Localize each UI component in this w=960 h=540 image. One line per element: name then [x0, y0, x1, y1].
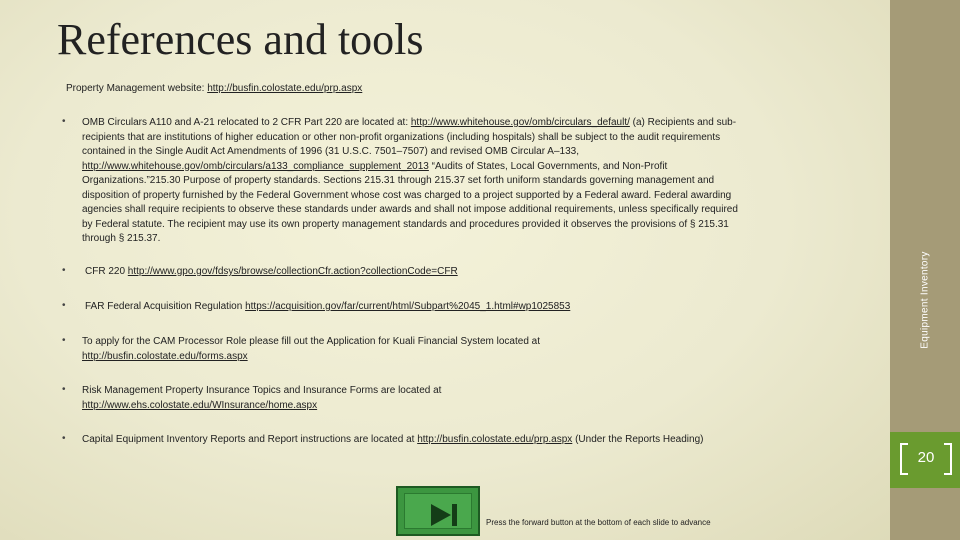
skip-forward-icon [429, 502, 459, 528]
list-item-risk-management [82, 384, 750, 413]
bullet: • [62, 433, 66, 444]
item-link[interactable]: http://www.whitehouse.gov/omb/circulars/a133_compliance_supplement_2013 [82, 160, 429, 172]
item-text: “Audits of States, Local Governments, and Non-Profit Organizations.”215.30 Purpose of property standards. Sections 215.31 through 215.37 set forth uniform standards governing management and disposition of property furnished by the Federal Government whose cost was charged to a project supported by a Federal award. Federal awarding agencies shall require recipients to observe these standards under awards and shall not impose additional requirements, unless specifically required by Federal statute. The recipient may use its own property management standards and procedures provided it observes the provisions of § 215.31 through § 215.37. [82, 160, 738, 244]
list-item-cfr-220 [85, 265, 753, 280]
page-number: 20 [917, 449, 935, 466]
list-item-cam-processor [82, 335, 750, 364]
bullet: • [62, 384, 66, 395]
forward-button-face[interactable] [404, 493, 472, 529]
item-link[interactable]: http://www.whitehouse.gov/omb/circulars_default/ [410, 117, 630, 128]
item-link[interactable]: https://acquisition.gov/far/current/html/Subpart%2045_1.html#wp1025853 [245, 301, 571, 312]
item-text: To apply for the CAM Processor Role please fill out the Application for Kuali Financial System located at [82, 336, 541, 347]
bullet: • [62, 335, 66, 346]
item-link[interactable]: http://busfin.colostate.edu/forms.aspx [82, 350, 248, 362]
item-text: OMB Circulars A110 and A-21 relocated to 2 CFR Part 220 are located at: [82, 117, 411, 128]
item-text: (a) Recipients and sub-recipients that are institutions of higher education or other non-profit organizations (including hospitals) shall be subject to the audit requirements contained in the Single Audit Act Amendments of 1996 (31 U.S.C. 7501–7507) and revised OMB Circular A–133, [82, 117, 737, 157]
forward-button[interactable] [396, 486, 480, 536]
item-link[interactable]: http://busfin.colostate.edu/prp.aspx [417, 434, 573, 445]
item-text: (Under the Reports Heading) [572, 434, 704, 445]
list-item-omb-circulars [82, 116, 750, 247]
website-label: Property Management website: [66, 83, 208, 94]
bullet: • [62, 300, 66, 311]
list-item-inventory-reports [82, 433, 750, 448]
bullet: • [62, 116, 66, 127]
item-text: Capital Equipment Inventory Reports and Report instructions are located at [82, 434, 418, 445]
item-text: FAR Federal Acquisition Regulation [85, 301, 246, 312]
item-text: CFR 220 [85, 266, 128, 277]
slide-title: References and tools [57, 15, 424, 64]
sidebar-label-text: Equipment Inventory [919, 251, 931, 349]
item-link[interactable]: http://www.gpo.gov/fdsys/browse/collectionCfr.action?collectionCode=CFR [127, 266, 458, 277]
bullet: • [62, 265, 66, 276]
list-item-far [85, 300, 753, 315]
forward-instruction: Press the forward button at the bottom of each slide to advance [486, 518, 711, 527]
item-link[interactable]: http://www.ehs.colostate.edu/WInsurance/home.aspx [82, 399, 318, 411]
website-line [66, 83, 362, 94]
website-link[interactable]: http://busfin.colostate.edu/prp.aspx [207, 83, 363, 94]
item-text: Risk Management Property Insurance Topics and Insurance Forms are located at [82, 385, 442, 396]
